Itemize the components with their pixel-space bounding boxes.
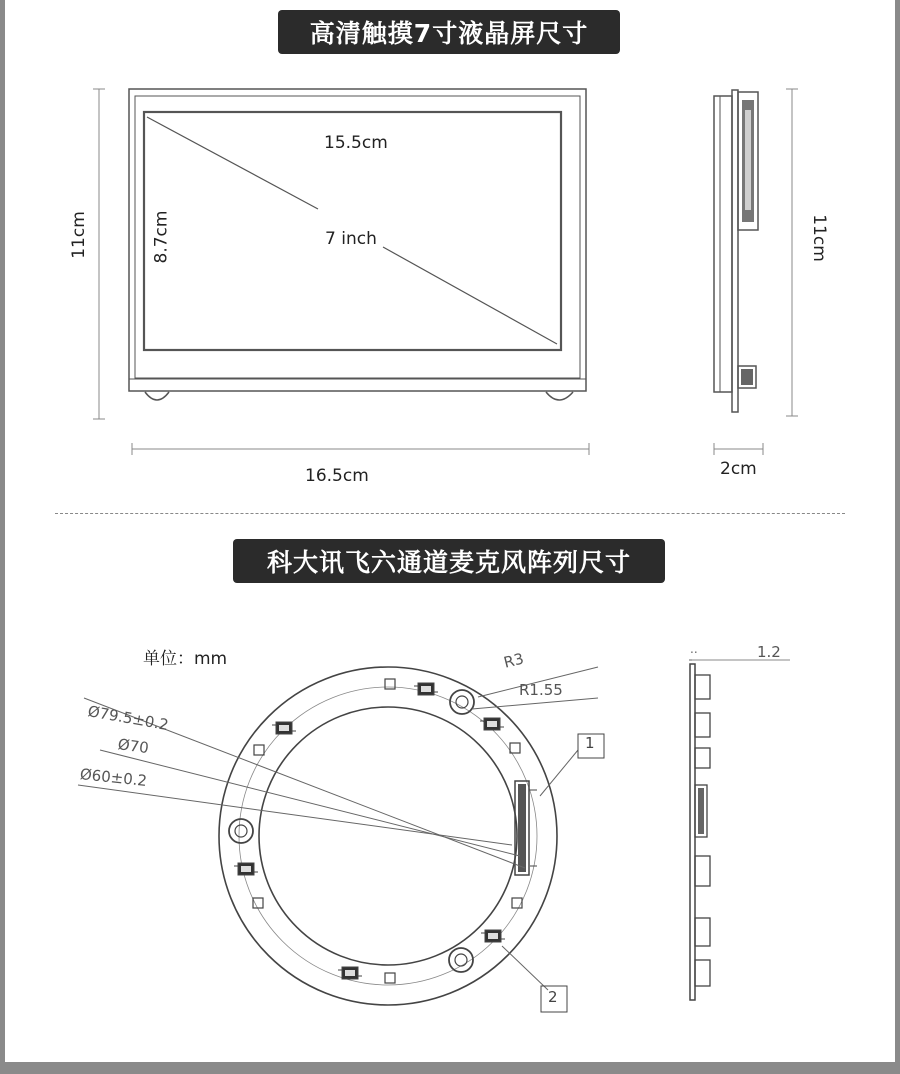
- lcd-side-view: [714, 90, 758, 412]
- side-component: [695, 960, 710, 986]
- led-pad: [254, 745, 264, 755]
- side-component: [695, 675, 710, 699]
- led-pad: [510, 743, 520, 753]
- led-pad: [512, 898, 522, 908]
- mic-component-bottom-right: [481, 930, 505, 942]
- side-height-label: 11cm: [808, 214, 829, 262]
- side-component: [695, 713, 710, 737]
- lcd-foot-right: [546, 392, 573, 400]
- mic-component-top-left: [272, 722, 296, 734]
- small-radius-label: R1.55: [519, 681, 563, 699]
- screen-height-label: 8.7cm: [151, 210, 172, 264]
- inner-diameter-label: Ø60±0.2: [79, 765, 148, 790]
- lcd-dimension-lines: [93, 89, 798, 455]
- thickness-label: 1.2: [757, 643, 781, 661]
- mic-component-bottom: [338, 967, 362, 979]
- pcb-side-edge: [690, 664, 695, 1000]
- mid-diameter-label: Ø70: [116, 735, 150, 758]
- big-radius-label: R3: [501, 649, 526, 672]
- outer-height-label: 11cm: [68, 211, 89, 259]
- callout-2: 2: [548, 988, 558, 1006]
- lcd-section-title: 高清触摸7寸液晶屏尺寸: [278, 10, 620, 54]
- mic-component-left: [234, 863, 258, 875]
- led-pad: [385, 973, 395, 983]
- pcb-inner-edge: [259, 707, 517, 965]
- callout-1: 1: [585, 734, 595, 752]
- mount-hole-bottom-right: [449, 948, 473, 972]
- mic-component-top-right: [480, 718, 504, 730]
- side-component: [695, 856, 710, 886]
- lcd-side-back: [732, 90, 738, 412]
- screen-diagonal-label: 7 inch: [325, 229, 377, 249]
- outer-width-label: 16.5cm: [305, 466, 369, 486]
- side-component: [695, 748, 710, 768]
- lcd-side-panel: [714, 96, 732, 392]
- side-marks: ..: [690, 642, 698, 656]
- diagonal-line-lower: [383, 247, 557, 344]
- screen-width-label: 15.5cm: [324, 133, 388, 153]
- outer-diameter-label: Ø79.5±0.2: [86, 702, 170, 735]
- pcb-outer-edge: [219, 667, 557, 1005]
- mic-component-top: [414, 683, 438, 695]
- unit-label: 单位：mm: [143, 649, 228, 669]
- mic-array-front-view: [219, 667, 557, 1005]
- mount-hole-left: [229, 819, 253, 843]
- mic-array-side-view: [689, 660, 790, 1000]
- side-depth-label: 2cm: [720, 459, 757, 479]
- lcd-foot-left: [145, 392, 169, 400]
- side-component: [695, 918, 710, 946]
- diagonal-line-upper: [147, 117, 318, 209]
- mic-array-section-title: 科大讯飞六通道麦克风阵列尺寸: [233, 539, 665, 583]
